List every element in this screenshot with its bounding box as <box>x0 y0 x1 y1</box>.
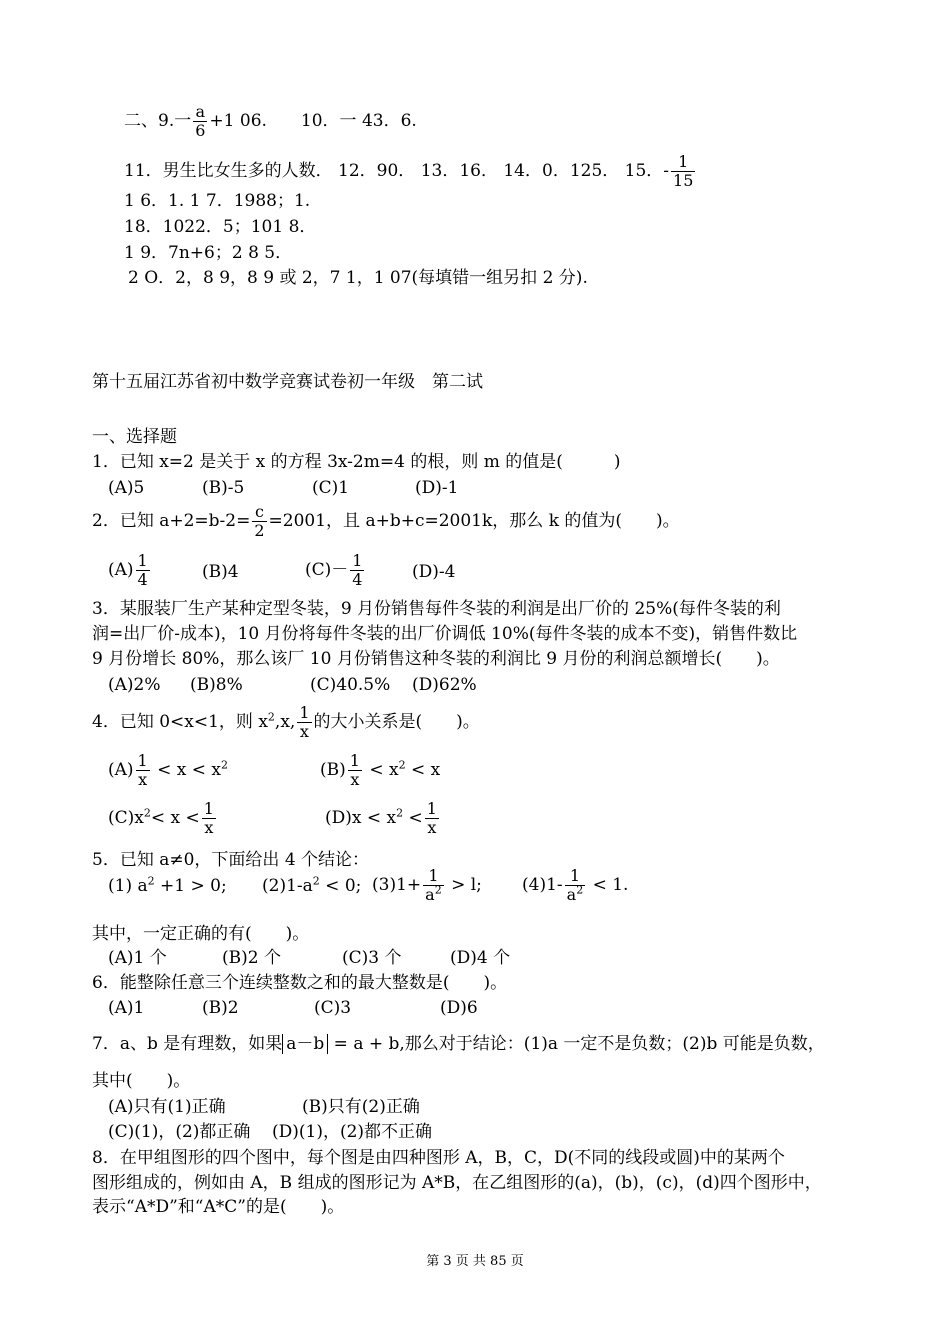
q5-option-d: (D)4 个 <box>450 948 511 968</box>
fraction-numerator: 1 <box>352 551 363 570</box>
option-label: (A) <box>108 560 134 580</box>
fraction-denominator: x <box>204 818 214 837</box>
fraction <box>565 867 586 904</box>
fraction-denominator: 15 <box>673 171 694 190</box>
question-8-line-1: 8．在甲组图形的四个图中，每个图是由四种图形 A，B，C，D(不同的线段或圆)中的某两个 <box>92 1148 785 1168</box>
statement-text: (2)1-a <box>262 876 313 896</box>
q6-option-c: (C)3 <box>314 998 352 1018</box>
question-8-line-2: 图形组成的，例如由 A，B 组成的图形记为 A*B，在乙组图形的(a)，(b)，(c)，(d)四个图形中， <box>92 1173 822 1193</box>
stem-text: 7．a、b 是有理数，如果 <box>92 1034 283 1054</box>
exam-title: 第十五届江苏省初中数学竞赛试卷初一年级 第二试 <box>92 372 483 392</box>
answer-text: 二、9.一 <box>124 111 192 131</box>
fraction <box>350 552 364 589</box>
q5-option-b: (B)2 个 <box>222 948 281 968</box>
exponent: 2 <box>221 758 229 772</box>
question-4-stem <box>92 704 480 741</box>
q4-option-d <box>325 800 441 837</box>
stem-text: = a + b,那么对于结论：(1)a 一定不是负数；(2)b 可能是负数， <box>328 1034 825 1054</box>
q5-statement-3 <box>372 867 482 904</box>
answer-line-3: 1 6．1. 1 7．1988；1. <box>124 191 311 211</box>
fraction-denominator: x <box>350 770 360 789</box>
q2-option-c <box>305 552 366 589</box>
fraction <box>425 800 439 837</box>
q7-option-b: (B)只有(2)正确 <box>302 1097 420 1117</box>
fraction-denominator <box>565 883 586 904</box>
answer-line-2 <box>124 153 697 190</box>
question-3-line-1: 3．某服装厂生产某种定型冬装，9 月份销售每件冬装的利润是出厂价的 25%(每件冬装的利 <box>92 599 781 619</box>
statement-text: (4)1- <box>522 875 563 895</box>
statement-text: (1) a <box>108 876 148 896</box>
fraction <box>423 867 444 904</box>
q6-option-d: (D)6 <box>440 998 478 1018</box>
q3-option-d: (D)62% <box>412 675 477 695</box>
fraction-denominator: x <box>427 818 437 837</box>
q4-option-b <box>320 752 440 789</box>
statement-text: < 1. <box>587 875 629 895</box>
option-text: < x < <box>150 808 200 828</box>
q7-option-a: (A)只有(1)正确 <box>108 1097 226 1117</box>
stem-text: 4．已知 0<x<1，则 x <box>92 712 268 732</box>
fraction-denominator: x <box>138 770 148 789</box>
fraction <box>671 153 695 190</box>
answer-line-1 <box>124 103 417 140</box>
fraction <box>136 752 150 789</box>
fraction-denominator <box>423 883 444 904</box>
fraction <box>297 704 311 741</box>
option-text: < x < x <box>151 760 222 780</box>
exponent: 2 <box>396 806 404 820</box>
question-2-stem <box>92 503 680 540</box>
q3-option-b: (B)8% <box>190 675 243 695</box>
fraction-denominator: x <box>299 722 309 741</box>
fraction-numerator: 1 <box>203 799 214 818</box>
fraction-numerator: 1 <box>426 799 437 818</box>
q6-option-b: (B)2 <box>202 998 239 1018</box>
fraction <box>136 552 150 589</box>
fraction-denominator: 2 <box>254 521 265 540</box>
q1-option-b: (B)-5 <box>202 478 245 498</box>
exponent: 2 <box>143 806 151 820</box>
fraction-denominator: 4 <box>352 570 363 589</box>
option-label: (B) <box>320 760 346 780</box>
option-label: (C)x <box>108 808 144 828</box>
q3-option-a: (A)2% <box>108 675 161 695</box>
fraction-numerator: 1 <box>565 867 586 886</box>
fraction-numerator: a <box>193 103 207 122</box>
question-6-stem: 6．能整除任意三个连续整数之和的最大整数是( )。 <box>92 973 508 993</box>
q2-option-a <box>108 552 152 589</box>
question-3-line-3: 9 月份增长 80%，那么该厂 10 月份销售这种冬装的利润比 9 月份的利润总额增长( )。 <box>92 649 780 669</box>
option-text: < x <box>405 760 441 780</box>
question-5-prompt: 其中，一定正确的有( )。 <box>92 924 310 944</box>
stem-text: =2001，且 a+b+c=2001k，那么 k 的值为( )。 <box>268 511 680 531</box>
page-footer: 第 3 页 共 85 页 <box>426 1254 524 1269</box>
question-1-stem: 1．已知 x=2 是关于 x 的方程 3x-2m=4 的根，则 m 的值是( ) <box>92 452 621 472</box>
fraction <box>252 503 266 540</box>
option-label: (D)x < x <box>325 808 397 828</box>
q4-option-c <box>108 800 218 837</box>
fraction-numerator: 1 <box>137 551 148 570</box>
q5-statement-1 <box>108 876 227 896</box>
q4-option-a <box>108 752 228 789</box>
fraction <box>348 752 362 789</box>
fraction <box>193 103 207 140</box>
question-7-stem <box>92 1034 825 1054</box>
option-label: (A) <box>108 760 134 780</box>
q5-option-c: (C)3 个 <box>342 948 402 968</box>
absolute-value: a－b <box>282 1034 328 1054</box>
fraction-numerator: 1 <box>671 153 695 172</box>
q7-option-c: (C)(1)，(2)都正确 <box>108 1122 251 1142</box>
q2-option-d: (D)-4 <box>412 562 456 582</box>
answer-line-5: 1 9．7n+6；2 8 5． <box>124 243 293 263</box>
fraction-numerator: 1 <box>349 751 360 770</box>
fraction-numerator: 1 <box>137 751 148 770</box>
fraction-denominator: 4 <box>137 570 148 589</box>
question-3-line-2: 润=出厂价-成本)，10 月份将每件冬装的出厂价调低 10%(每件冬装的成本不变)，销售件数比 <box>92 624 798 644</box>
q5-statement-4 <box>522 867 628 904</box>
q3-option-c: (C)40.5% <box>310 675 391 695</box>
q1-option-c: (C)1 <box>312 478 350 498</box>
q5-statement-2 <box>262 876 361 896</box>
option-label: (C)－ <box>305 560 349 580</box>
fraction-numerator: c <box>252 503 266 522</box>
option-text: < x <box>363 760 399 780</box>
q1-option-a: (A)5 <box>108 478 145 498</box>
exponent: 2 <box>576 883 584 897</box>
fraction-numerator: 1 <box>299 703 310 722</box>
option-text: < <box>403 808 423 828</box>
question-8-line-3: 表示“A*D”和“A*C”的是( )。 <box>92 1197 345 1217</box>
statement-text: (3)1+ <box>372 875 422 895</box>
fraction <box>202 800 216 837</box>
exponent: 2 <box>312 874 320 888</box>
answer-text: 11．男生比女生多的人数． 12．90． 13．16． 14．0．125． 15．- <box>124 161 670 181</box>
stem-text: 的大小关系是( )。 <box>313 712 480 732</box>
fraction-numerator: 1 <box>423 867 444 886</box>
q1-option-d: (D)-1 <box>415 478 459 498</box>
answer-line-4: 18．1022．5；101 8． <box>124 217 317 237</box>
statement-text: +1 > 0; <box>154 876 227 896</box>
denominator-base: a <box>425 885 435 904</box>
denominator-base: a <box>566 885 577 904</box>
stem-text: ,x, <box>274 712 296 732</box>
section-heading: 一、选择题 <box>92 427 177 447</box>
exponent: 2 <box>434 883 442 897</box>
answer-line-6: 2 O．2，8 9，8 9 或 2，7 1，1 07(每填错一组另扣 2 分). <box>128 268 588 288</box>
stem-text: 2．已知 a+2=b-2= <box>92 511 251 531</box>
q7-option-d: (D)(1)，(2)都不正确 <box>272 1122 433 1142</box>
exponent: 2 <box>398 758 406 772</box>
q2-option-b: (B)4 <box>202 562 239 582</box>
statement-text: > l; <box>445 875 482 895</box>
exponent: 2 <box>147 874 155 888</box>
statement-text: < 0; <box>319 876 362 896</box>
question-5-stem: 5．已知 a≠0，下面给出 4 个结论： <box>92 850 370 870</box>
fraction-denominator: 6 <box>195 121 206 140</box>
question-7-prompt: 其中( )。 <box>92 1071 191 1091</box>
answer-text: +1 06. 10．一 43．6. <box>209 111 417 131</box>
exponent: 2 <box>267 710 275 724</box>
q6-option-a: (A)1 <box>108 998 145 1018</box>
q5-option-a: (A)1 个 <box>108 948 167 968</box>
